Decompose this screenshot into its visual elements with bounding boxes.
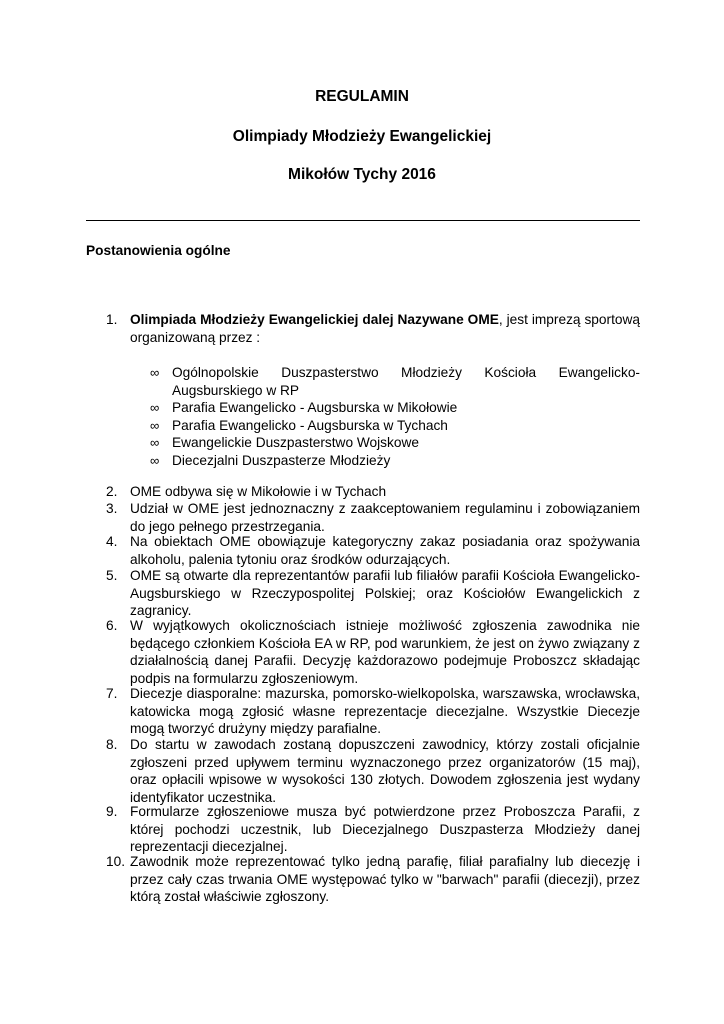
rule-item-4: [106, 533, 640, 568]
rule-item-6: [106, 617, 640, 687]
rule-text: OME są otwarte dla reprezentantów parafii lub filiałów parafii Kościoła Ewangelicko-Augsburskiego w Rzeczypospolitej Polskiej; oraz Kościołów Ewangelickich z zagranicy.: [130, 568, 640, 619]
rule-number: 3.: [106, 501, 118, 516]
rule-item-9: [106, 803, 640, 856]
rule-number: 4.: [106, 534, 118, 549]
rule-text: Diecezje diasporalne: mazurska, pomorsko-wielkopolska, warszawska, wrocławska, katowicka mogą zgłosić własne reprezentacje diecezjalne. Wszystkie Diecezje mogą tworzyć drużyny między parafialne.: [130, 686, 640, 737]
list-item-text: Ogólnopolskie Duszpasterstwo Młodzieży Kościoła Ewangelicko-Augsburskiego w RP: [172, 365, 640, 398]
rule-number: 2.: [106, 484, 118, 499]
list-item-text: Parafia Ewangelicko - Augsburska w Tychach: [172, 417, 448, 433]
document-place-year: Mikołów Tychy 2016: [288, 166, 436, 183]
rule-number: 7.: [106, 686, 118, 701]
rule-number: 1.: [106, 312, 118, 327]
rule-text-bold: Olimpiada Młodzieży Ewangelickiej dalej Nazywane OME: [130, 312, 499, 327]
infinity-bullet-icon: ∞: [150, 400, 160, 416]
infinity-bullet-icon: ∞: [150, 417, 160, 433]
list-item-text: Ewangelickie Duszpasterstwo Wojskowe: [172, 435, 419, 451]
list-item-text: Parafia Ewangelicko - Augsburska w Mikołowie: [172, 400, 458, 416]
list-item: [150, 399, 640, 417]
rule-text: Udział w OME jest jednoznaczny z zaakceptowaniem regulaminu i zobowiązaniem do jego pełnego przestrzegania.: [130, 501, 640, 534]
rule-number: 9.: [106, 804, 118, 819]
rule-text-rest: , jest imprezą sportową organizowaną przez :: [130, 312, 641, 345]
document-title: REGULAMIN: [315, 88, 409, 105]
section-title: Postanowienia ogólne: [86, 243, 231, 258]
rule-number: 5.: [106, 568, 118, 583]
rule-item-3: [106, 500, 640, 535]
rule-item-5: [106, 567, 640, 620]
infinity-bullet-icon: ∞: [150, 435, 160, 451]
infinity-bullet-icon: ∞: [150, 452, 160, 468]
organizers-list: [150, 364, 640, 470]
rule-text: W wyjątkowych okolicznościach istnieje możliwość zgłoszenia zawodnika nie będącego członkiem Kościoła EA w RP, pod warunkiem, że jest on żywo związany z działalnością danej Parafii. Decyzję każdorazowo podejmuje Proboszcz składając podpis na formularzu zgłoszeniowym.: [130, 618, 640, 686]
rule-item-8: [106, 736, 640, 806]
infinity-bullet-icon: ∞: [150, 365, 160, 380]
rule-item-2: [106, 483, 640, 501]
rule-text: [130, 311, 640, 346]
rule-text: Formularze zgłoszeniowe musza być potwierdzone przez Proboszcza Parafii, z której pochodzi uczestnik, lub Diecezjalnego Duszpasterza Młodzieży danej reprezentacji diecezjalnej.: [130, 804, 640, 855]
rule-text: OME odbywa się w Mikołowie i w Tychach: [130, 484, 387, 499]
rule-number: 6.: [106, 618, 118, 633]
rule-text: Zawodnik może reprezentować tylko jedną parafię, filiał parafialny lub diecezję i przez cały czas trwania OME występować tylko w "barwach" parafii (diecezji), przez którą został właściwie zgłoszony.: [130, 854, 640, 905]
horizontal-divider: [86, 220, 640, 221]
rule-number: 8.: [106, 737, 118, 752]
rule-text: Na obiektach OME obowiązuje kategoryczny zakaz posiadania oraz spożywania alkoholu, palenia tytoniu oraz środków odurzających.: [130, 534, 640, 567]
rule-item-1: [106, 311, 640, 346]
rule-text: Do startu w zawodach zostaną dopuszczeni zawodnicy, którzy zostali oficjalnie zgłoszeni przed upływem terminu wyznaczonego przez organizatorów (15 maj), oraz opłacili wpisowe w wysokości 130 złotych. Dowodem zgłoszenia jest wydany identyfikator uczestnika.: [130, 737, 640, 805]
list-item: [150, 434, 640, 452]
rule-item-7: [106, 685, 640, 738]
list-item-text: Diecezjalni Duszpasterze Młodzieży: [172, 452, 391, 468]
document-subtitle: Olimpiady Młodzieży Ewangelickiej: [232, 128, 492, 145]
rule-number: 10.: [106, 854, 126, 869]
rule-item-10: [106, 853, 640, 906]
list-item: [150, 452, 640, 470]
list-item: [150, 364, 640, 399]
list-item: [150, 417, 640, 435]
